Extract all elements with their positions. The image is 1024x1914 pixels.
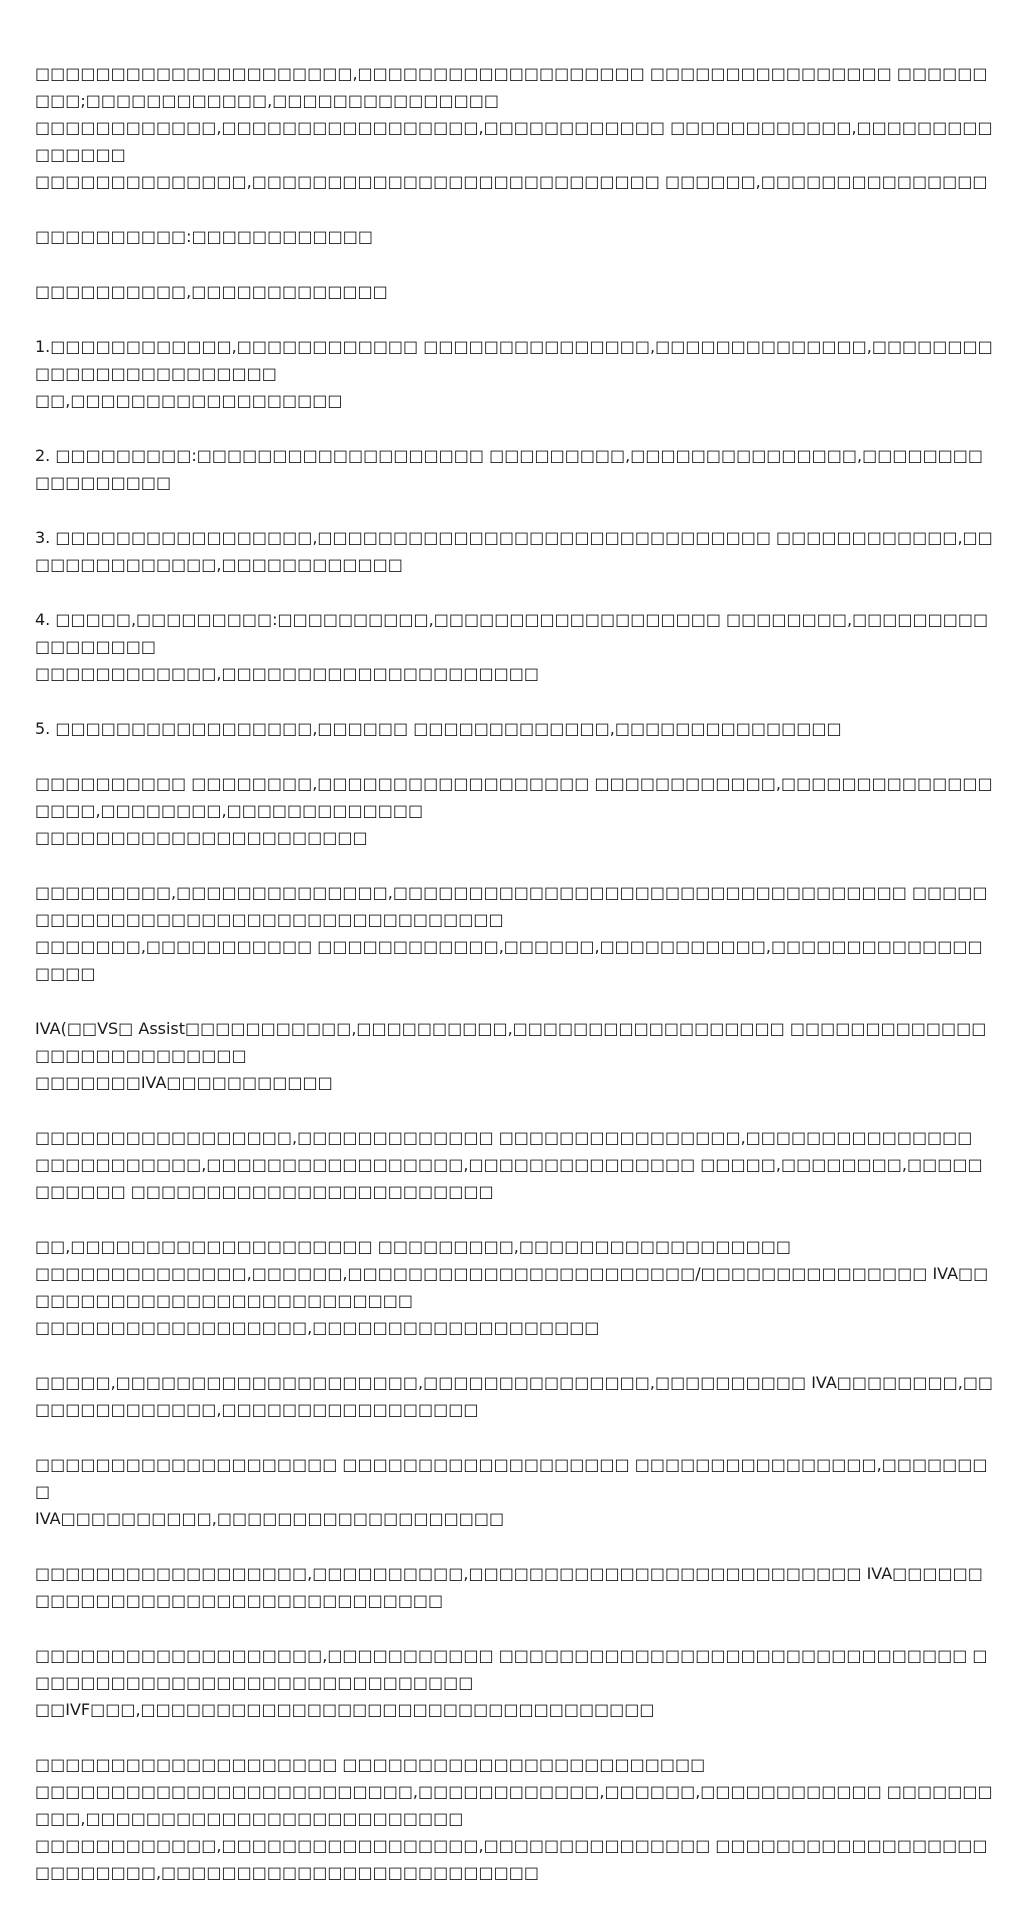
paragraph: □□,□□□□□□□□□□□□□□□□□□□□ □□□□□□□□□,□□□□□□□□□□□□□□□□□□ □□□□□□□□□□□□□□,□□□□□□,□□□□□□□□□□□□□□□□□□□□□□□/□□□□□□□□□□□□□□□ IVA□□□□□□□□□□□□□□□□□□□□□□□□□□□ □□□□□□□□□□□□□□□□□□,□□□□□□□□□□□□□□□□□□□ (35, 1237, 989, 1337)
list-item: 2. □□□□□□□□□:□□□□□□□□□□□□□□□□□□□ □□□□□□□□□,□□□□□□□□□□□□□□□,□□□□□□□□□□□□□□□□□ (35, 446, 984, 492)
paragraph: IVA(□□VS□ Assist□□□□□□□□□□□,□□□□□□□□□□,□□□□□□□□□□□□□□□□□□ □□□□□□□□□□□□□□□□□□□□□□□□□□□ □□□□□□□IVA□□□□□□□□□□□ (35, 1019, 987, 1092)
document-page (35, 60, 995, 1914)
paragraph: □□□□□□□□□□□□□□□□□□,□□□□□□□□□□,□□□□□□□□□□□□□□□□□□□□□□□□□□ IVA□□□□□□□□□□□□□□□□□□□□□□□□□□□□□□□□□ (35, 1564, 983, 1610)
list-item: 4. □□□□□,□□□□□□□□□:□□□□□□□□□□,□□□□□□□□□□□□□□□□□□□ □□□□□□□□,□□□□□□□□□□□□□□□□□ □□□□□□□□□□□□,□□□□□□□□□□□□□□□□□□□□□ (35, 610, 989, 683)
paragraph: □□□□□,□□□□□□□□□□□□□□□□□□□□,□□□□□□□□□□□□□□□,□□□□□□□□□□ IVA□□□□□□□□,□□□□□□□□□□□□□□,□□□□□□□□□□□□□□□□□ (35, 1373, 994, 1419)
paragraph: □□□□□□□□□,□□□□□□□□□□□□□□,□□□□□□□□□□□□□□□□□□□□□□□□□□□□□□□□□□ □□□□□□□□□□□□□□□□□□□□□□□□□□□□□□□□□□□□ □□□□□□□,□□□□□□□□□□□ □□□□□□□□□□□□,□□□□□□,□□□□□□□□□□□,□□□□□□□□□□□□□□□□□□ (35, 883, 988, 983)
paragraph: □□□□□□□□□□□□□□□□□□□□ □□□□□□□□□□□□□□□□□□□ □□□□□□□□□□□□□□□□,□□□□□□□□ IVA□□□□□□□□□□,□□□□□□□□□□□□□□□□□□□ (35, 1455, 988, 1528)
paragraph: □□□□□□□□□□:□□□□□□□□□□□□ (35, 227, 373, 246)
paragraph: □□□□□□□□□□□□□□□□□□□□□,□□□□□□□□□□□□□□□□□□□ □□□□□□□□□□□□□□□□ □□□□□□□□□;□□□□□□□□□□□□,□□□□□□□□□□□□□□□ □□□□□□□□□□□□,□□□□□□□□□□□□□□□□□,□□□□□□□□□□□□ □□□□□□□□□□□□,□□□□□□□□□□□□□□□ □□□□□□□□□□□□□□,□□□□□□□□□□□□□□□□□□□□□□□□□□□ □□□□□□,□□□□□□□□□□□□□□□ (35, 64, 993, 191)
list-item: 3. □□□□□□□□□□□□□□□□□,□□□□□□□□□□□□□□□□□□□□□□□□□□□□□□ □□□□□□□□□□□□,□□□□□□□□□□□□□□,□□□□□□□□□□□□ (35, 528, 993, 574)
paragraph: □□□□□□□□□□ □□□□□□□□,□□□□□□□□□□□□□□□□□□ □□□□□□□□□□□□,□□□□□□□□□□□□□□□□□□,□□□□□□□□,□□□□□□□□□□□□□ □□□□□□□□□□□□□□□□□□□□□□ (35, 774, 993, 847)
list-item: 1.□□□□□□□□□□□□,□□□□□□□□□□□□ □□□□□□□□□□□□□□□,□□□□□□□□□□□□□□,□□□□□□□□□□□□□□□□□□□□□□□□ □□,□□□□□□□□□□□□□□□□□□ (35, 337, 993, 410)
paragraph: □□□□□□□□□□□□□□□□□□□,□□□□□□□□□□□ □□□□□□□□□□□□□□□□□□□□□□□□□□□□□□□ □□□□□□□□□□□□□□□□□□□□□□□□□□□□□□ □□IVF□□□,□□□□□□□□□□□□□□□□□□□□□□□□□□□□□□□□□□ (35, 1646, 988, 1719)
list-item: 5. □□□□□□□□□□□□□□□□□,□□□□□□ □□□□□□□□□□□□□,□□□□□□□□□□□□□□□ (35, 719, 842, 738)
paragraph: □□□□□□□□□□□□□□□□□,□□□□□□□□□□□□□ □□□□□□□□□□□□□□□□,□□□□□□□□□□□□□□□ □□□□□□□□□□□,□□□□□□□□□□□□□□□□□,□□□□□□□□□□□□□□□ □□□□□,□□□□□□□□,□□□□□□□□□□□ □□□□□□□□□□□□□□□□□□□□□□□□ (35, 1128, 983, 1201)
paragraph: □□□□□□□□□□□□□□□□□□□□ □□□□□□□□□□□□□□□□□□□□□□□□ □□□□□□□□□□□□□□□□□□□□□□□□□,□□□□□□□□□□□□,□□□□□□,□□□□□□□□□□□□ □□□□□□□□□□,□□□□□□□□□□□□□□□□□□□□□□□□□ □□□□□□□□□□□□,□□□□□□□□□□□□□□□□□,□□□□□□□□□□□□□□□ □□□□□□□□□□□□□□□□□□□□□□□□□□,□□□□□□□□□□□□□□□□□□□□□□□□□ (35, 1755, 993, 1882)
paragraph: □□□□□□□□□□,□□□□□□□□□□□□□ (35, 282, 388, 301)
